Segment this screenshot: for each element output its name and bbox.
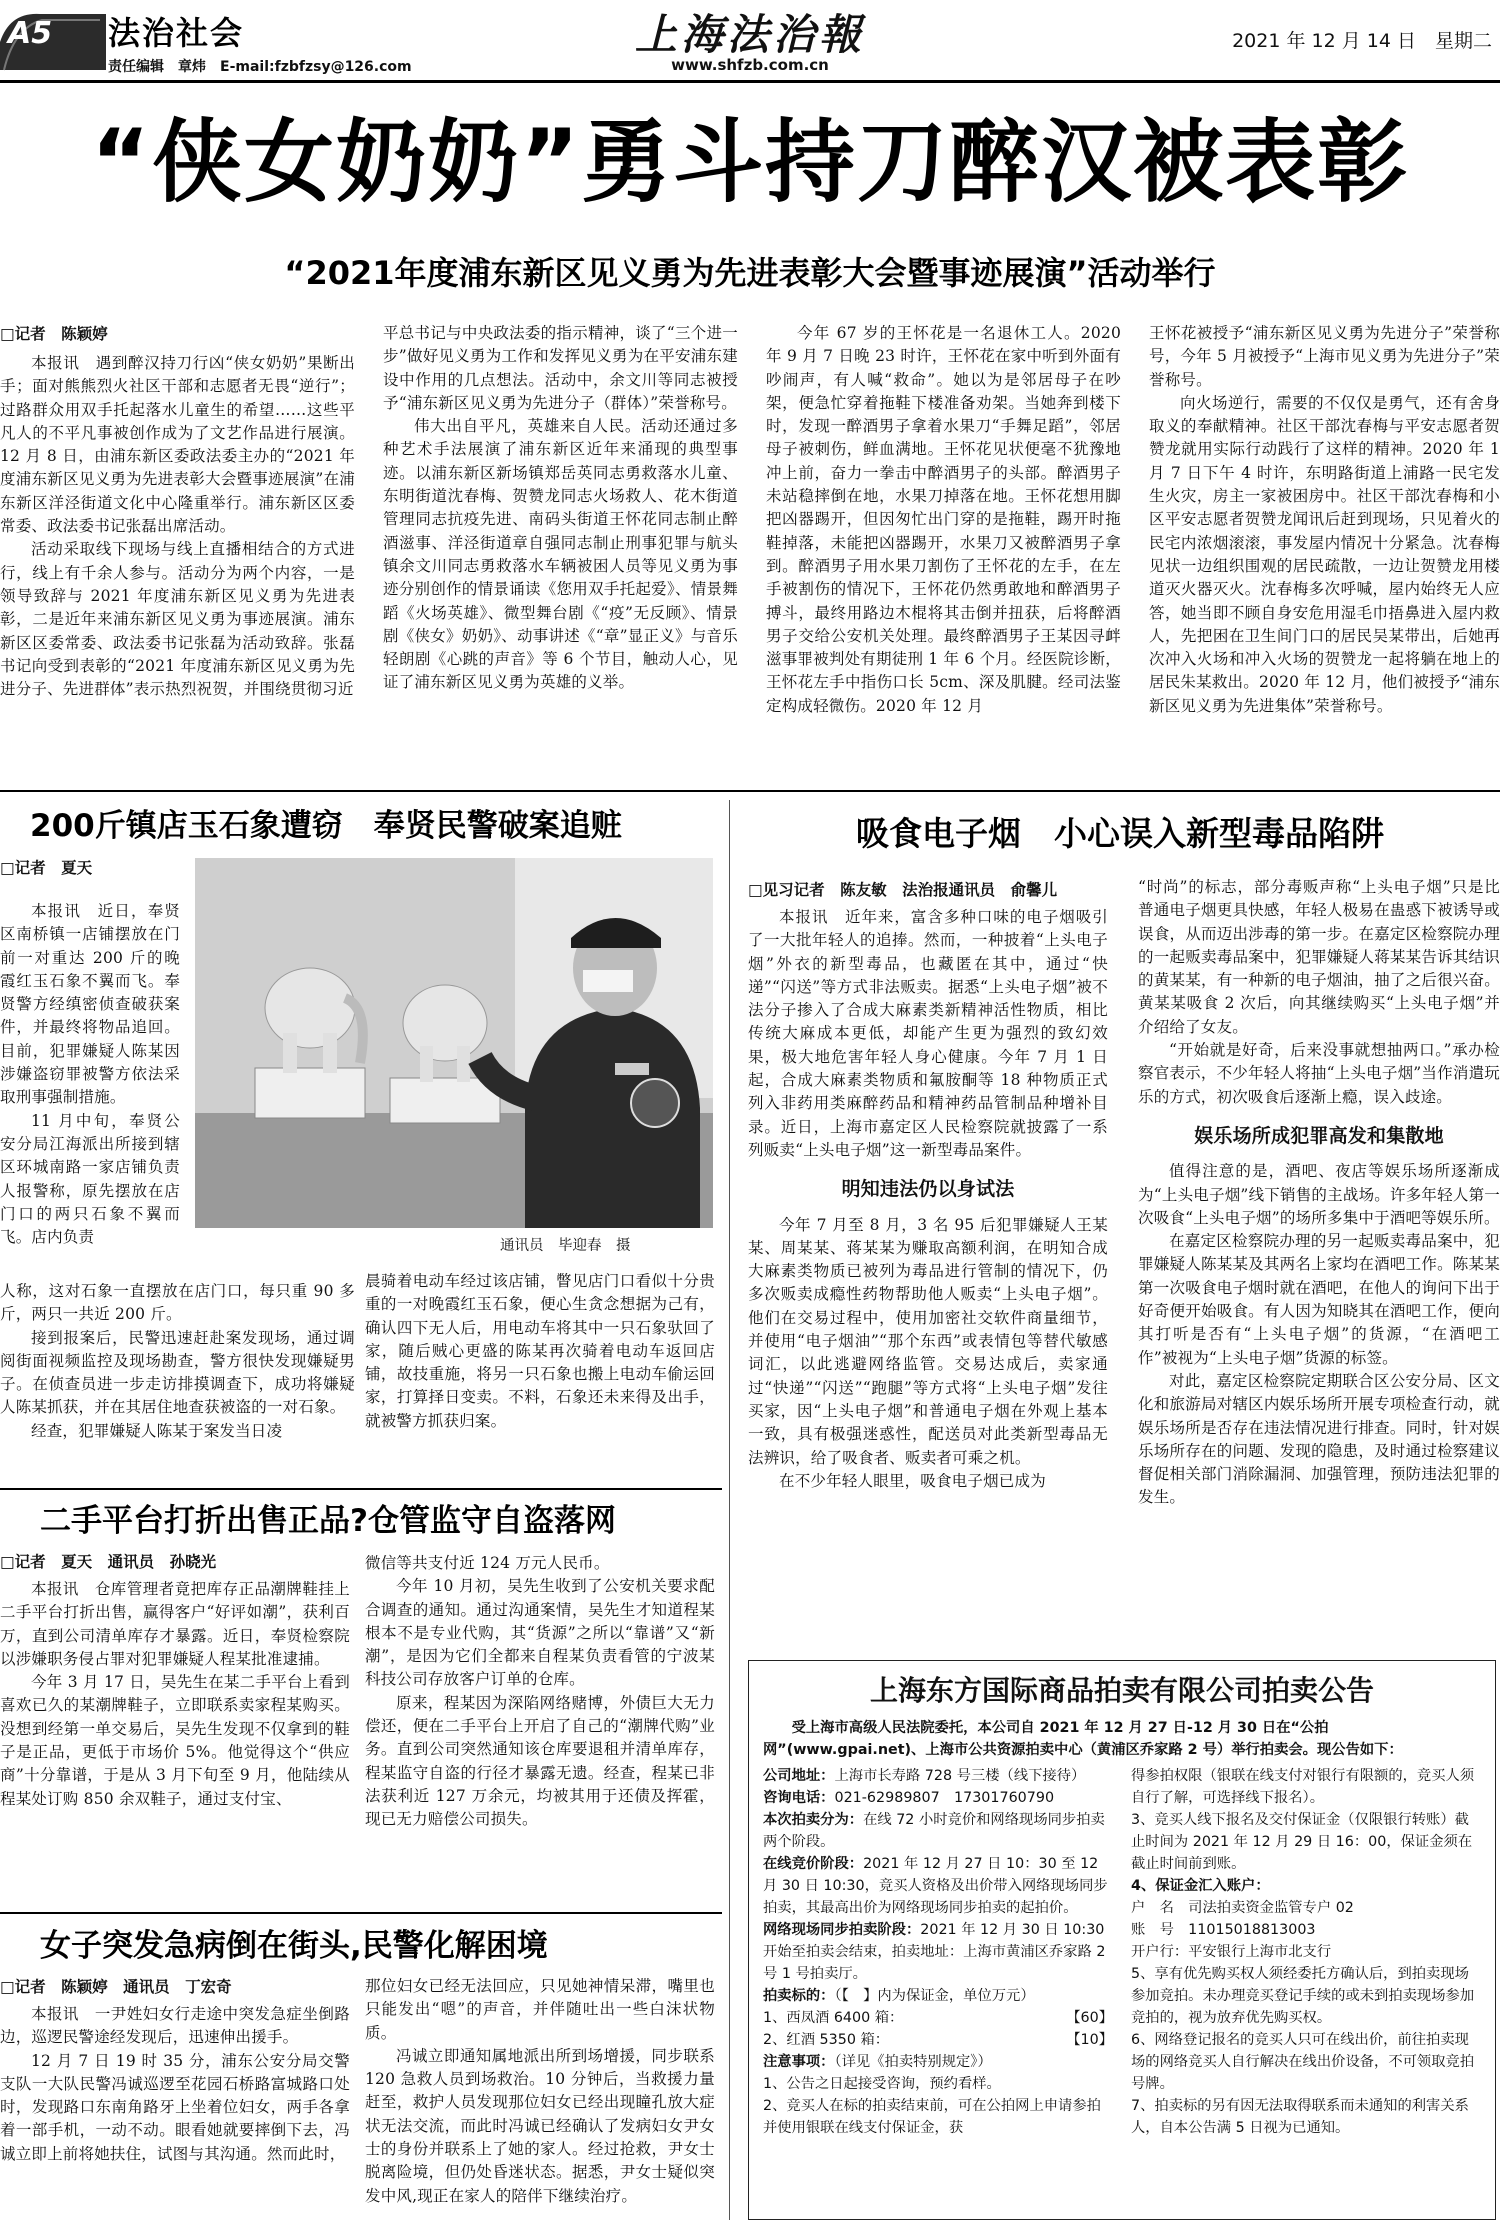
paragraph: 今年 7 月至 8 月，3 名 95 后犯罪嫌疑人王某某、周某某、蒋某某为赚取高额利润，在明知合成大麻素类物质已被列为毒品进行管制的情况下，仍多次贩卖成瘾性药物帮助他人贩卖“上头电子烟”。他们在交易过程中，使用加密社交软件商量细节，并使用“电子烟油”“那个东西”或表情包等替代敏感词汇，以此逃避网络监管。交易达成后，卖家通过“快递”“闪送”“跑腿”等方式将“上头电子烟”发往买家，因“上头电子烟”和普通电子烟在外观上基本一致，具有极强迷惑性，配送员对此类新型毒品无法辨识，给了吸食者、贩卖者可乘之机。 <box>748 1215 1108 1467</box>
auction-left-column <box>763 1765 1113 2139</box>
jade-narrow-column <box>0 900 180 1280</box>
auction-intro: 受上海市高级人民法院委托，本公司自 2021 年 12 月 27 日-12 月 30 日在“公拍网”(www.gpai.net)、上海市公共资源拍卖中心（黄浦区乔家路 2 号）举行拍卖会。现公告如下： <box>763 1720 1403 1758</box>
paragraph: 晨骑着电动车经过该店铺，瞥见店门口看似十分贵重的一对晚霞红玉石象，便心生贪念想据为己有，确认四下无人后，用电动车将其中一只石象驮回了家，随后贼心更盛的陈某再次骑着电动车返回店铺，故技重施，将另一只石象也搬上电动车偷运回家，打算择日变卖。不料，石象还未来得及出手，就被警方抓获归案。 <box>365 1272 715 1430</box>
jade-headline: 200斤镇店玉石象遭窃 奉贤民警破案追赃 <box>30 808 622 844</box>
warehouse-headline: 二手平台打折出售正品?仓管监守自盗落网 <box>40 1503 616 1539</box>
auction-item: 网络现场同步拍卖阶段：2021 年 12 月 30 日 10:30 开始至拍卖会结束，拍卖地址：上海市黄浦区乔家路 2 号 1 号拍卖厅。 <box>763 1922 1106 1982</box>
section-divider <box>0 790 1500 792</box>
paper-name: 上海法治報 <box>634 10 865 59</box>
section-title: 法治社会 <box>108 14 245 52</box>
paragraph: 平总书记与中央政法委的指示精神，谈了“三个进一步”做好见义勇为工作和发挥见义勇为在平安浦东建设中作用的几点想法。活动中，余文川等同志被授予“浦东新区见义勇为先进分子（群体）”荣誉称号。 <box>383 324 738 412</box>
paragraph: 微信等共支付近 124 万元人民币。 <box>365 1554 610 1572</box>
paragraph: 经查，犯罪嫌疑人陈某于案发当日凌 <box>31 1421 283 1440</box>
paragraph: 本报讯 仓库管理者竟把库存正品潮牌鞋挂上二手平台打折出售，赢得客户“好评如潮”，获利百万，直到公司清单库存才暴露。近日，奉贤检察院以涉嫌职务侵占罪对犯罪嫌疑人程某批准逮捕。 <box>0 1580 350 1668</box>
auction-item: 咨询电话：021-62989807 17301760790 <box>763 1790 1055 1806</box>
warehouse-right-column <box>365 1552 715 1908</box>
auction-note: 7、拍卖标的另有因无法取得联系而未通知的利害关系人，自本公告满 5 日视为已通知。 <box>1131 2098 1469 2136</box>
paragraph: “开始就是好奇，后来没事就想抽两口。”承办检察官表示，不少年轻人将抽“上头电子烟”当作消遣玩乐的方式，初次吸食后逐渐上瘾，误入歧途。 <box>1138 1041 1500 1106</box>
auction-note: 4、保证金汇入账户： <box>1131 1878 1270 1894</box>
illness-byline: □记者 陈颖婷 通讯员 丁宏奇 <box>0 1978 232 1996</box>
section-divider <box>0 1912 722 1914</box>
paragraph: 本报讯 遇到醉汉持刀行凶“侠女奶奶”果断出手；面对熊熊烈火社区干部和志愿者无畏“逆行”；过路群众用双手托起落水儿童生的希望……这些平凡人的不平凡事被创作成为了文艺作品进行展演。12 月 8 日，由浦东新区委政法委主办的“2021 年度浦东新区见义勇为先进表彰大会暨事迹展演”在浦东新区洋泾街道文化中心隆重举行。浦东新区区委常委、政法委书记张磊出席活动。 <box>0 354 355 536</box>
paragraph: 伟大出自平凡，英雄来自人民。活动还通过多种艺术手法展演了浦东新区近年来涌现的典型事迹。以浦东新区新场镇郑岳英同志勇救落水儿童、东明街道沈春梅、贺赞龙同志火场救人、花木街道管理同志抗疫先进、南码头街道王怀花同志制止醉酒滋事、洋泾街道章自强同志制止刑事犯罪与航头镇余文川同志勇救落水车辆被困人员等见义勇为事迹分别创作的情景诵读《您用双手托起爱》、情景舞蹈《火场英雄》、微型舞台剧《“疫”无反顾》、情景剧《侠女》奶奶》、动事讲述《“章”显正义》与音乐轻朗剧《心跳的声音》等 6 个节目，触动人心，见证了浦东新区见义勇为英雄的义举。 <box>383 417 738 692</box>
warehouse-left-column <box>0 1578 350 1908</box>
ecig-byline: □见习记者 陈友敏 法治报通讯员 俞馨儿 <box>748 881 1058 899</box>
auction-note: 5、享有优先购买权人须经委托方确认后，到拍卖现场参加竞拍。未办理竞买登记手续的或未到拍卖现场参加竞拍的，视为放弃优先购买权。 <box>1131 1966 1475 2026</box>
lead-column-4 <box>1149 322 1500 782</box>
illness-right-column <box>365 1975 715 2225</box>
ecig-headline: 吸食电子烟 小心误入新型毒品陷阱 <box>856 814 1384 853</box>
paragraph: 12 月 7 日 19 时 35 分，浦东公安分局交警支队一大队民警冯诚巡逻至花园石桥路富城路口处时，发现路口东南角路牙上坐着位妇女，两手各拿着一部手机，一动不动。眼看她就要摔倒下去，冯诚立即上前将她扶住，试图与其沟通。然而此时， <box>0 2051 350 2163</box>
paragraph: 本报讯 近年来，富含多种口味的电子烟吸引了一大批年轻人的追捧。然而，一种披着“上头电子烟”外衣的新型毒品，也藏匿在其中，通过“快递”“闪送”等方式非法贩卖。据悉“上头电子烟”被不法分子掺入了合成大麻素类新精神活性物质，相比传统大麻成本更低，却能产生更为强烈的致幻效果，极大地危害年轻人身心健康。今年 7 月 1 日起，合成大麻素类物质和氟胺酮等 18 种物质正式列入非药用类麻醉药品和精神药品管制品种增补目录。近日，上海市嘉定区人民检察院就披露了一系列贩卖“上头电子烟”这一新型毒品案件。 <box>748 908 1108 1159</box>
paragraph: 冯诚立即通知属地派出所到场增援，同步联系 120 急救人员到场救治。10 分钟后，当救援力量赶至，救护人员发现那位妇女已经出现瞳孔放大症状无法交流，而此时冯诚已经确认了发病妇女尹女士的身份并联系上了她的家人。经过抢救，尹女士脱离险境，但仍处昏迷状态。据悉，尹女士疑似突发中风,现正在家人的陪伴下继续治疗。 <box>365 2046 715 2205</box>
photo-credit: 通讯员 毕迎春 摄 <box>500 1238 631 1254</box>
auction-note: 得参拍权限（银联在线支付对银行有限额的，竞买人须自行了解，可选择线下报名）。 <box>1131 1768 1475 1806</box>
auction-lot: 2、红酒 5350 箱： 【10】 <box>763 2032 1113 2048</box>
page-number: A5 <box>8 16 53 51</box>
paragraph: 本报讯 近日，奉贤区南桥镇一店铺摆放在门前一对重达 200 斤的晚霞红玉石象不翼而飞。奉贤警方经缜密侦查破获案件，并最终将物品追回。目前，犯罪嫌疑人陈某因涉嫌盗窃罪被警方依法采取刑事强制措施。 <box>0 902 180 1107</box>
jade-byline: □记者 夏天 <box>0 859 93 877</box>
section-divider <box>0 1488 722 1490</box>
auction-item: 拍卖标的：（【 】内为保证金，单位万元） <box>763 1988 1035 2004</box>
paragraph: 对此，嘉定区检察院定期联合区公安分局、区文化和旅游局对辖区内娱乐场所开展专项检查行动，就娱乐场所是否存在违法情况进行排查。同时，针对娱乐场所存在的问题、发现的隐患，及时通过检察建议督促相关部门消除漏洞、加强管理，预防违法犯罪的发生。 <box>1138 1371 1500 1507</box>
paragraph: 今年 67 岁的王怀花是一名退休工人。2020 年 9 月 7 日晚 23 时许，王怀花在家中听到外面有吵闹声，有人喊“救命”。她以为是邻居母子在吵架，便急忙穿着拖鞋下楼准备劝架。当她奔到楼下时，发现一醉酒男子拿着水果刀“手舞足蹈”，邻居母子被刺伤，鲜血满地。王怀花见状便毫不犹豫地冲上前，奋力一拳击中醉酒男子的头部。醉酒男子未站稳摔倒在地，水果刀掉落在地。王怀花想用脚把凶器踢开，但因匆忙出门穿的是拖鞋，踢开时拖鞋掉落，未能把凶器踢开，水果刀又被醉酒男子拿到。醉酒男子用水果刀割伤了王怀花的左手，在左手被割伤的情况下，王怀花仍然勇敢地和醉酒男子搏斗，最终用路边木棍将其击倒并扭获，后将醉酒男子交给公安机关处理。最终醉酒男子王某因寻衅滋事罪被判处有期徒刑 1 年 6 个月。经医院诊断，王怀花左手中指伤口长 5cm、深及肌腱。经司法鉴定构成轻微伤。2020 年 12 月 <box>766 324 1121 715</box>
paragraph: 人称，这对石象一直摆放在店门口，每只重 90 多斤，两只一共近 200 斤。 <box>0 1282 355 1324</box>
ecig-subhead-1: 明知违法仍以身试法 <box>841 1178 1015 1201</box>
auction-account: 账 号 11015018813003 <box>1131 1922 1316 1938</box>
auction-title: 上海东方国际商品拍卖有限公司拍卖公告 <box>869 1674 1374 1707</box>
auction-note: 3、竞买人线下报名及交付保证金（仅限银行转账）截止时间为 2021 年 12 月 29 日 16：00，保证金须在截止时间前到账。 <box>1131 1812 1473 1872</box>
auction-item: 本次拍卖分为：在线 72 小时竞价和网络现场同步拍卖两个阶段。 <box>763 1812 1105 1850</box>
paragraph: 值得注意的是，酒吧、夜店等娱乐场所逐渐成为“上头电子烟”线下销售的主战场。许多年轻人第一次吸食“上头电子烟”的场所多集中于酒吧等娱乐所。 <box>1138 1162 1500 1227</box>
illness-left-column <box>0 2003 350 2225</box>
website: www.shfzb.com.cn <box>671 56 829 74</box>
column-divider <box>729 800 730 2220</box>
auction-account: 开户行：平安银行上海市北支行 <box>1131 1944 1332 1960</box>
lead-byline: □记者 陈颖婷 <box>0 325 108 343</box>
paragraph: 接到报案后，民警迅速赶赴案发现场，通过调阅街面视频监控及现场勘查，警方很快发现嫌疑男子。在侦查员进一步走访排摸调查下，成功将嫌疑人陈某抓获，并在其居住地查获被盗的一对石象。 <box>0 1328 355 1417</box>
ecig-subhead-2: 娱乐场所成犯罪高发和集散地 <box>1194 1124 1444 1147</box>
paragraph: 王怀花被授予“浦东新区见义勇为先进分子”荣誉称号，今年 5 月被授予“上海市见义勇为先进分子”荣誉称号。 <box>1149 324 1500 389</box>
auction-item: 公司地址：上海市长寿路 728 号三楼（线下接待） <box>763 1768 1086 1784</box>
masthead <box>0 0 1500 80</box>
auction-item: 在线竞价阶段：2021 年 12 月 27 日 10：30 至 12 月 30 日 10:30，竞买人资格及出价带入网络现场同步拍卖，其最高出价为网络现场同步拍卖的起拍价。 <box>763 1856 1108 1916</box>
paragraph: 11 月中旬，奉贤公安分局江海派出所接到辖区环城南路一家店铺负责人报警称，原先摆放在店门口的两只石象不翼而飞。店内负责 <box>0 1111 180 1247</box>
auction-note: 1、公告之日起接受咨询，预约看样。 <box>763 2076 1001 2092</box>
police-officer-with-elephants-icon <box>195 858 713 1228</box>
paragraph: 在嘉定区检察院办理的另一起贩卖毒品案中，犯罪嫌疑人陈某某及其两名上家均在酒吧工作。陈某某第一次吸食电子烟时就在酒吧，在他人的询问下出于好奇便开始吸食。有人因为知晓其在酒吧工作，便向其打听是否有“上头电子烟”的货源，“在酒吧工作”被视为“上头电子烟”货源的标签。 <box>1138 1232 1500 1367</box>
issue-date: 2021 年 12 月 14 日 星期二 <box>1232 30 1492 52</box>
auction-notice <box>748 1660 1496 2220</box>
warehouse-byline: □记者 夏天 通讯员 孙晓光 <box>0 1553 217 1571</box>
auction-notes: 注意事项：（详见《拍卖特别规定》） <box>763 2054 992 2070</box>
jade-left-column <box>0 1280 355 1480</box>
auction-note: 2、竞买人在标的拍卖结束前，可在公拍网上申请参拍并使用银联在线支付保证金，获 <box>763 2098 1101 2136</box>
lead-column-1 <box>0 352 355 782</box>
auction-right-column <box>1131 1765 1481 2139</box>
editor-line: 责任编辑 章炜 E-mail:fzbfzsy@126.com <box>108 59 412 75</box>
auction-account: 户 名 司法拍卖资金监管专户 02 <box>1131 1900 1354 1916</box>
lead-column-3 <box>766 322 1121 782</box>
illness-headline: 女子突发急病倒在街头,民警化解困境 <box>40 1928 548 1964</box>
jade-elephant-photo <box>195 858 713 1228</box>
masthead-rule <box>0 80 1500 83</box>
jade-right-column <box>365 1270 715 1480</box>
lead-column-2 <box>383 322 738 782</box>
paragraph: 活动采取线下现场与线上直播相结合的方式进行，线上有千余人参与。活动分为两个内容，一是领导致辞与 2021 年度浦东新区见义勇为先进表彰，二是近年来浦东新区见义勇为事迹展演。浦东新区区委常委、政法委书记张磊为活动致辞。张磊书记向受到表彰的“2021 年度浦东新区见义勇为先进分子、先进群体”表示热烈祝贺，并围绕贯彻习近 <box>0 540 355 699</box>
lead-subheadline: “2021年度浦东新区见义勇为先进表彰大会暨事迹展演”活动举行 <box>284 254 1216 292</box>
paragraph: 那位妇女已经无法回应，只见她神情呆滞，嘴里也只能发出“嗯”的声音，并伴随吐出一些白沫状物质。 <box>365 1977 715 2042</box>
paragraph: 在不少年轻人眼里，吸食电子烟已成为 <box>779 1471 1046 1490</box>
paragraph: 今年 10 月初，吴先生收到了公安机关要求配合调查的通知。通过沟通案情，吴先生才知道程某根本不是专业代购，其“货源”之所以“靠谱”又“新潮”，是因为它们全都来自程某负责看管的宁波某科技公司存放客户订单的仓库。 <box>365 1577 715 1689</box>
paragraph: 原来，程某因为深陷网络赌博，外债巨大无力偿还，便在二手平台上开启了自己的“潮牌代购”业务。直到公司突然通知该仓库要退租并清单库存，程某监守自盗的行径才暴露无遗。经查，程某已非法获利近 127 万余元，均被其用于还债及挥霍，现已无力赔偿公司损失。 <box>365 1693 715 1829</box>
paragraph: “时尚”的标志，部分毒贩声称“上头电子烟”只是比普通电子烟更具快感，年轻人极易在蛊惑下被诱导或误食，从而迈出涉毒的第一步。在嘉定区检察院办理的一起贩卖毒品案中，犯罪嫌疑人蒋某某告诉其结识的黄某某，有一种新的电子烟油，抽了之后很兴奋。黄某某吸食 2 次后，向其继续购买“上头电子烟”并介绍给了女友。 <box>1138 878 1500 1036</box>
lead-headline: “侠女奶奶”勇斗持刀醉汉被表彰 <box>90 110 1410 215</box>
paragraph: 向火场逆行，需要的不仅仅是勇气，还有舍身取义的奉献精神。社区干部沈春梅与平安志愿者贺赞龙就用实际行动践行了这样的精神。2020 年 1 月 7 日下午 4 时许，东明路街道上浦路一民宅发生火灾，房主一家被困房中。社区干部沈春梅和小区平安志愿者贺赞龙闻讯后赶到现场，只见着火的民宅内浓烟滚滚，事发屋内情况十分紧急。沈春梅见状一边组织围观的居民疏散，一边让贺赞龙用楼道灭火器灭火。沈春梅多次呼喊，屋内始终无人应答，她当即不顾自身安危用湿毛巾捂鼻进入屋内救人，先把困在卫生间门口的居民吴某带出，后她再次冲入火场和冲入火场的贺赞龙一起将躺在地上的居民朱某救出。2020 年 12 月，他们被授予“浦东新区见义勇为先进集体”荣誉称号。 <box>1149 393 1500 715</box>
auction-note: 6、网络登记报名的竞买人只可在线出价，前往拍卖现场的网络竞买人自行解决在线出价设备，不可领取竞拍号牌。 <box>1131 2032 1475 2092</box>
auction-lot: 1、西凤酒 6400 箱： 【60】 <box>763 2010 1113 2026</box>
paragraph: 今年 3 月 17 日，吴先生在某二手平台上看到喜欢已久的某潮牌鞋子，立即联系卖家程某购买。没想到经第一单交易后，吴先生发现不仅拿到的鞋子是正品，更低于市场价 5%。他觉得这个“供应商”十分靠谱，于是从 3 月下旬至 9 月，他陆续从程某处订购 850 余双鞋子，通过支付宝、 <box>0 1673 350 1808</box>
paragraph: 本报讯 一尹姓妇女行走途中突发急症坐倒路边，巡逻民警途经发现后，迅速伸出援手。 <box>0 2005 350 2047</box>
